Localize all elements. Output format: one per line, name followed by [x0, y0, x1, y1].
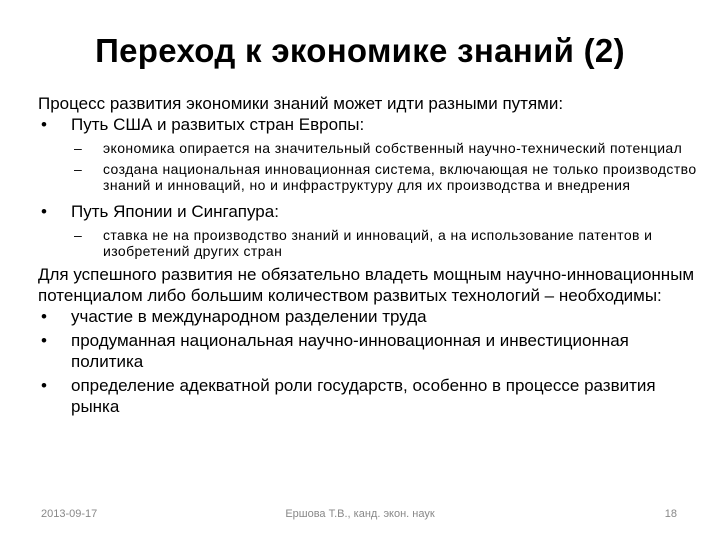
requirement-item	[38, 330, 698, 372]
slide-title: Переход к экономике знаний (2)	[95, 32, 625, 69]
subpoint	[38, 161, 698, 193]
slide-body	[38, 93, 698, 417]
path-japan-singapore	[38, 201, 698, 222]
bullet-mark: •	[41, 202, 47, 221]
path-label: Путь Японии и Сингапура:	[71, 202, 279, 221]
subpoint	[38, 227, 698, 259]
bullet-mark: •	[41, 115, 47, 134]
footer-author: Ершова Т.В., канд. экон. наук	[285, 508, 435, 520]
dash-mark: –	[74, 227, 83, 243]
bullet-mark: •	[41, 376, 47, 395]
path-usa-europe	[38, 114, 698, 135]
requirement-text: продуманная национальная научно-инновационная и инвестиционная политика	[71, 331, 629, 371]
subpoint-text: ставка не на производство знаний и инноваций, а на использование патентов и изобретений других стран	[103, 227, 653, 259]
bullet-mark: •	[41, 307, 47, 326]
requirement-text: определение адекватной роли государств, особенно в процессе развития рынка	[71, 376, 656, 416]
requirement-item	[38, 306, 698, 327]
page-number: 18	[664, 508, 677, 520]
subpoint	[38, 140, 698, 156]
intro-text: Процесс развития экономики знаний может идти разными путями:	[38, 94, 564, 113]
requirement-item	[38, 375, 698, 417]
footer-date: 2013-09-17	[41, 508, 98, 520]
subpoint-text: экономика опирается на значительный собственный научно-технический потенциал	[103, 140, 683, 156]
path-label: Путь США и развитых стран Европы:	[71, 115, 365, 134]
requirement-text: участие в международном разделении труда	[71, 307, 427, 326]
subpoint-text: создана национальная инновационная система, включающая не только производство знаний и инноваций, но и инфраструктуру для их производства и внедрения	[103, 161, 697, 193]
success-text: Для успешного развития не обязательно владеть мощным научно-инновационным потенциалом либо большим количеством развитых технологий – необходимы:	[38, 265, 695, 305]
dash-mark: –	[74, 161, 83, 177]
bullet-mark: •	[41, 331, 47, 350]
dash-mark: –	[74, 140, 83, 156]
